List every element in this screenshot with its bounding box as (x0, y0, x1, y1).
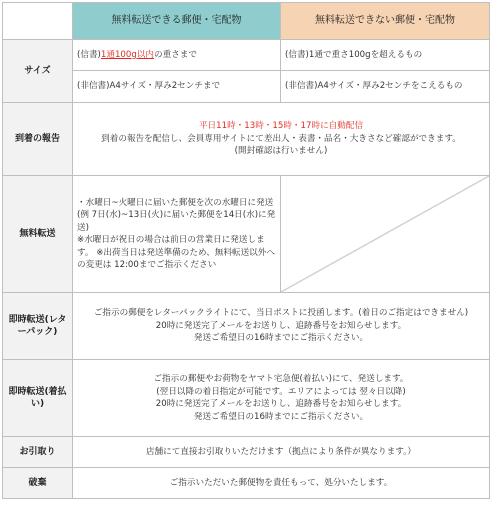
letterpack-notice: 20時に発送完了メールをお送りし、追跡番号をお知らせします。 (155, 320, 407, 331)
size-transferable-nonletter: (非信書)A4サイズ・厚み2センチまで (73, 71, 281, 103)
free-transfer-note: ※水曜日が祝日の場合は前日の営業日に発送します。 ※出荷当日は発送準備のため、無料転送以外への変更は 12:00までご指示ください (77, 235, 275, 270)
immediate-letterpack-row (3, 293, 490, 360)
pickup-content: 店舗にて直接お引取りいただけます（拠点により条件が異なります。） (73, 437, 490, 468)
pickup-row (3, 437, 490, 468)
diagonal-line (281, 176, 489, 292)
header-row (3, 3, 490, 40)
row-label-immediate-letterpack: 即時転送(レターパック) (3, 293, 73, 360)
letterpack-deadline: 発送ご希望日の16時までにご指示ください。 (193, 333, 369, 344)
cod-description: ご指示の郵便やお荷物をヤマト宅急便(着払い)にて、発送します。 (153, 374, 409, 384)
size-row-2 (3, 71, 490, 103)
cod-notice: 20時に発送完了メールをお送りし、追跡番号をお知らせします。 (155, 399, 407, 409)
arrival-note: (開封確認は行いません) (234, 146, 328, 157)
arrival-content (73, 103, 490, 176)
row-label-arrival: 到着の報告 (3, 103, 73, 176)
row-label-disposal: 破棄 (3, 468, 73, 499)
arrival-description: 到着の報告を配信し、会員専用サイトにて差出人・表書・品名・大きさなど確認ができます。 (101, 133, 461, 144)
immediate-letterpack-content (73, 293, 490, 360)
disposal-content: ご指示いただいた郵便物を責任もって、処分いたします。 (73, 468, 490, 499)
size-transferable-letter: (信書)1通100g以内の重さまで (73, 40, 281, 71)
arrival-times-highlight: 11時・13時・15時・17時 (216, 121, 321, 132)
free-transfer-row (3, 176, 490, 293)
row-label-free-transfer: 無料転送 (3, 176, 73, 293)
free-transfer-schedule: ・水曜日~火曜日に届いた郵便を次の水曜日に発送 (例 7日(水)~13日(火)に届いた郵便を14日(水)に発送) (77, 197, 276, 233)
header-not-transferable: 無料転送できない郵便・宅配物 (281, 3, 490, 40)
not-applicable-cell (281, 176, 490, 293)
row-label-immediate-cod: 即時転送(着払い) (3, 360, 73, 437)
corner-cell (3, 3, 73, 40)
header-transferable: 無料転送できる郵便・宅配物 (73, 3, 281, 40)
cod-date-note: (翌日以降の着日指定が可能です。エリアによっては 翌々日以降) (156, 386, 406, 397)
cod-deadline: 発送ご希望日の16時までにご指示ください。 (193, 411, 369, 422)
row-label-pickup: お引取り (3, 437, 73, 468)
size-row-1 (3, 40, 490, 71)
disposal-row (3, 468, 490, 499)
size-not-transferable-letter: (信書)1通で重さ100gを超えるもの (281, 40, 490, 71)
letterpack-description: ご指示の郵便をレターパックライトにて、当日ポストに投函します。(着日のご指定はできません) (93, 308, 469, 319)
weight-limit-highlight: 1通100g以内 (100, 49, 155, 60)
free-transfer-content (73, 176, 281, 293)
row-label-size: サイズ (3, 40, 73, 103)
size-not-transferable-nonletter: (非信書)A4サイズ・厚み2センチをこえるもの (281, 71, 490, 103)
arrival-schedule: 平日11時・13時・15時・17時に自動配信 (198, 121, 364, 132)
service-comparison-table (2, 2, 490, 499)
immediate-cod-row (3, 360, 490, 437)
arrival-row (3, 103, 490, 176)
immediate-cod-content (73, 360, 490, 437)
